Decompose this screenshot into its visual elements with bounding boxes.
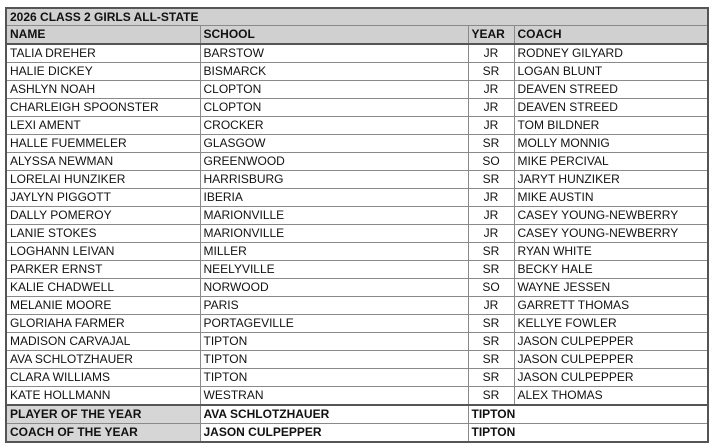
cell-school: MARIONVILLE — [200, 225, 468, 243]
cell-school: BISMARCK — [200, 63, 468, 81]
cell-name: CHARLEIGH SPOONSTER — [6, 99, 200, 117]
table-row — [6, 81, 708, 99]
table-row — [6, 261, 708, 279]
cell-school: NORWOOD — [200, 279, 468, 297]
table-row — [6, 99, 708, 117]
cell-coach: RYAN WHITE — [514, 243, 708, 261]
cell-year: SO — [468, 279, 514, 297]
table-row — [6, 117, 708, 135]
cell-name: JAYLYN PIGGOTT — [6, 189, 200, 207]
cell-school: TIPTON — [200, 333, 468, 351]
table-row — [6, 243, 708, 261]
cell-name: CLARA WILLIAMS — [6, 369, 200, 387]
table-row — [6, 279, 708, 297]
table-row — [6, 387, 708, 406]
cell-school: GREENWOOD — [200, 153, 468, 171]
table-row — [6, 225, 708, 243]
table-row — [6, 189, 708, 207]
cell-school: WESTRAN — [200, 387, 468, 406]
cell-year: SR — [468, 63, 514, 81]
cell-coach: MIKE AUSTIN — [514, 189, 708, 207]
column-header-year: YEAR — [468, 26, 514, 45]
cell-year: JR — [468, 99, 514, 117]
column-header-school: SCHOOL — [200, 26, 468, 45]
cell-coach: JASON CULPEPPER — [514, 333, 708, 351]
table-row — [6, 135, 708, 153]
cell-school: CROCKER — [200, 117, 468, 135]
cell-name: LANIE STOKES — [6, 225, 200, 243]
award-row — [6, 424, 708, 443]
cell-name: GLORIAHA FARMER — [6, 315, 200, 333]
award-school: TIPTON — [468, 405, 708, 424]
cell-year: SR — [468, 351, 514, 369]
cell-coach: MIKE PERCIVAL — [514, 153, 708, 171]
table-row — [6, 351, 708, 369]
cell-year: SR — [468, 333, 514, 351]
cell-coach: ALEX THOMAS — [514, 387, 708, 406]
cell-school: CLOPTON — [200, 99, 468, 117]
cell-school: IBERIA — [200, 189, 468, 207]
award-label: PLAYER OF THE YEAR — [6, 405, 200, 424]
all-state-table — [5, 7, 709, 443]
cell-coach: LOGAN BLUNT — [514, 63, 708, 81]
cell-school: PORTAGEVILLE — [200, 315, 468, 333]
cell-school: BARSTOW — [200, 44, 468, 63]
cell-school: HARRISBURG — [200, 171, 468, 189]
cell-year: JR — [468, 189, 514, 207]
table-row — [6, 315, 708, 333]
cell-name: TALIA DREHER — [6, 44, 200, 63]
cell-school: MARIONVILLE — [200, 207, 468, 225]
cell-year: JR — [468, 44, 514, 63]
cell-school: PARIS — [200, 297, 468, 315]
cell-name: LEXI AMENT — [6, 117, 200, 135]
cell-school: NEELYVILLE — [200, 261, 468, 279]
cell-year: SO — [468, 153, 514, 171]
cell-year: JR — [468, 207, 514, 225]
cell-year: SR — [468, 135, 514, 153]
table-row — [6, 333, 708, 351]
cell-coach: DEAVEN STREED — [514, 81, 708, 99]
cell-year: JR — [468, 117, 514, 135]
cell-coach: KELLYE FOWLER — [514, 315, 708, 333]
cell-name: MADISON CARVAJAL — [6, 333, 200, 351]
column-header-name: NAME — [6, 26, 200, 45]
cell-name: HALIE DICKEY — [6, 63, 200, 81]
award-name: JASON CULPEPPER — [200, 424, 468, 443]
cell-name: LORELAI HUNZIKER — [6, 171, 200, 189]
cell-school: TIPTON — [200, 369, 468, 387]
cell-coach: CASEY YOUNG-NEWBERRY — [514, 207, 708, 225]
cell-name: PARKER ERNST — [6, 261, 200, 279]
cell-school: GLASGOW — [200, 135, 468, 153]
cell-coach: GARRETT THOMAS — [514, 297, 708, 315]
cell-coach: TOM BILDNER — [514, 117, 708, 135]
cell-year: SR — [468, 261, 514, 279]
award-row — [6, 405, 708, 424]
cell-name: ASHLYN NOAH — [6, 81, 200, 99]
cell-year: SR — [468, 171, 514, 189]
cell-name: KALIE CHADWELL — [6, 279, 200, 297]
cell-name: DALLY POMEROY — [6, 207, 200, 225]
award-name: AVA SCHLOTZHAUER — [200, 405, 468, 424]
award-label: COACH OF THE YEAR — [6, 424, 200, 443]
table-row — [6, 207, 708, 225]
header-row — [6, 26, 708, 45]
cell-coach: JASON CULPEPPER — [514, 369, 708, 387]
table-row — [6, 297, 708, 315]
cell-coach: WAYNE JESSEN — [514, 279, 708, 297]
cell-school: CLOPTON — [200, 81, 468, 99]
cell-coach: DEAVEN STREED — [514, 99, 708, 117]
cell-name: MELANIE MOORE — [6, 297, 200, 315]
cell-school: MILLER — [200, 243, 468, 261]
cell-year: SR — [468, 243, 514, 261]
table-title-row — [6, 8, 708, 26]
cell-year: JR — [468, 297, 514, 315]
cell-coach: BECKY HALE — [514, 261, 708, 279]
cell-name: AVA SCHLOTZHAUER — [6, 351, 200, 369]
table-row — [6, 63, 708, 81]
cell-year: SR — [468, 387, 514, 406]
column-header-coach: COACH — [514, 26, 708, 45]
cell-coach: RODNEY GILYARD — [514, 44, 708, 63]
cell-coach: MOLLY MONNIG — [514, 135, 708, 153]
cell-year: JR — [468, 225, 514, 243]
cell-year: JR — [468, 81, 514, 99]
cell-coach: JARYT HUNZIKER — [514, 171, 708, 189]
cell-name: HALLE FUEMMELER — [6, 135, 200, 153]
table-row — [6, 153, 708, 171]
award-school: TIPTON — [468, 424, 708, 443]
table-row — [6, 44, 708, 63]
cell-coach: CASEY YOUNG-NEWBERRY — [514, 225, 708, 243]
cell-name: ALYSSA NEWMAN — [6, 153, 200, 171]
cell-school: TIPTON — [200, 351, 468, 369]
cell-name: KATE HOLLMANN — [6, 387, 200, 406]
cell-year: SR — [468, 315, 514, 333]
table-row — [6, 171, 708, 189]
cell-name: LOGHANN LEIVAN — [6, 243, 200, 261]
table-title: 2026 CLASS 2 GIRLS ALL-STATE — [6, 8, 708, 26]
table-row — [6, 369, 708, 387]
cell-coach: JASON CULPEPPER — [514, 351, 708, 369]
cell-year: SR — [468, 369, 514, 387]
